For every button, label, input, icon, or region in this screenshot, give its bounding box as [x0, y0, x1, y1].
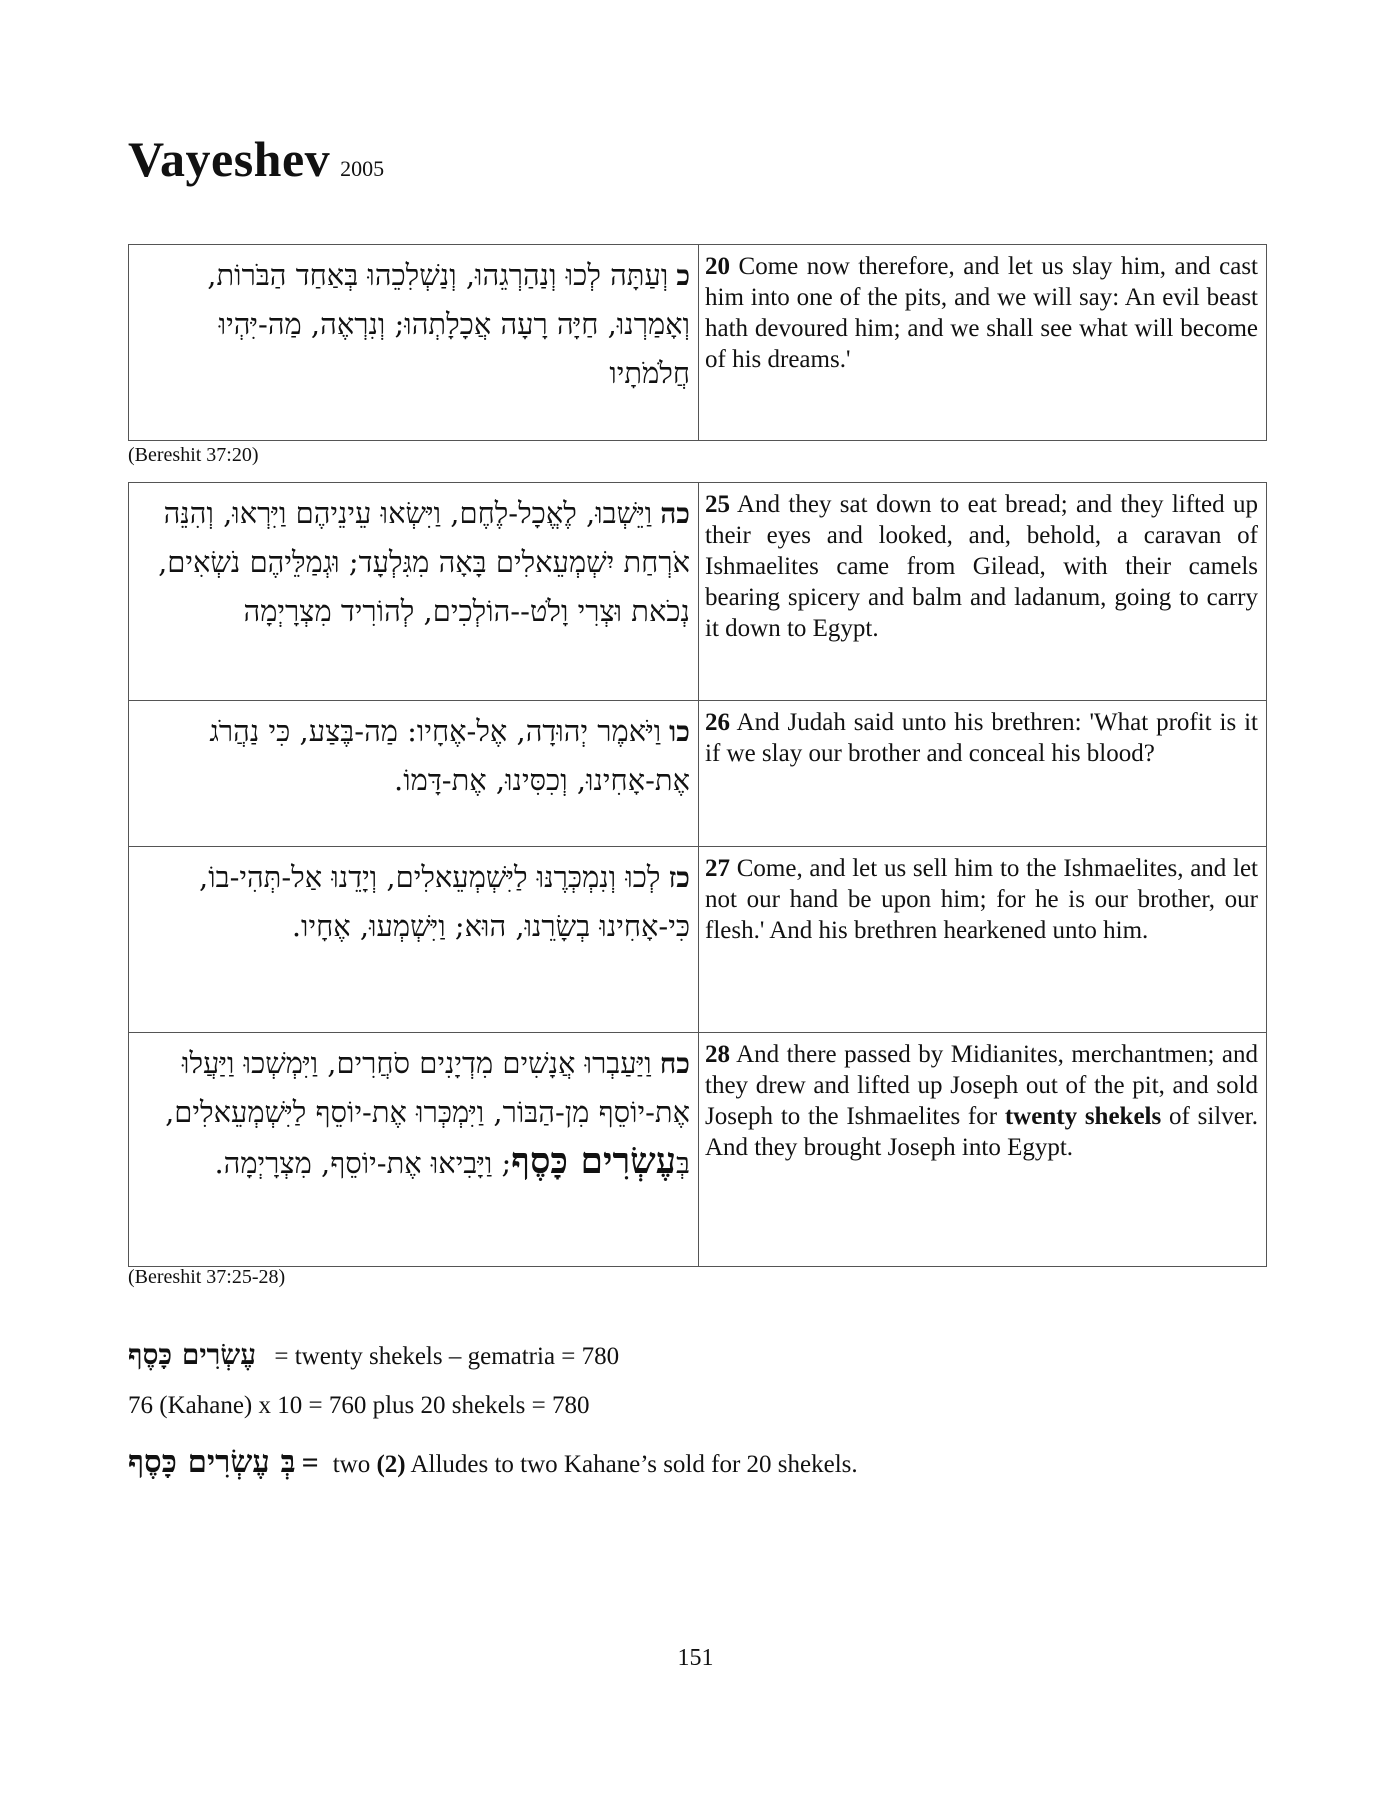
page-title-block	[128, 130, 384, 188]
hebrew-cell	[129, 483, 699, 701]
english-verse-text: Come now therefore, and let us slay him, and cast him into one of the pits, and we will say: An evil beast hath devoured him; and we shall see what will become of his dreams.'	[705, 253, 1259, 373]
equals-sign: =	[301, 1446, 319, 1479]
english-verse-text: Come, and let us sell him to the Ishmaelites, and let not our hand be upon him; for he is our brother, our flesh.' And his brethren hearkened unto him.	[705, 855, 1259, 944]
verse-row	[129, 1033, 1267, 1267]
english-verse-number: 27	[705, 855, 730, 882]
english-cell	[699, 483, 1267, 701]
verse-row	[129, 483, 1267, 701]
hebrew-verse-text-end: ; וַיָּבִיאוּ אֶת-יוֹסֵף, מִצְרָיְמָה.	[214, 1146, 512, 1180]
english-cell	[699, 701, 1267, 847]
hebrew-verse-text: וַיַּעַבְרוּ אֲנָשִׁים מִדְיָנִים סֹחֲרִים, וַיִּמְשְׁכוּ וַיַּעֲלוּ אֶת-יוֹסֵף מִן-הַבּוֹר, וַיִּמְכְּרוּ אֶת-יוֹסֵף לַיִּשְׁמְעֵאלִים, בְּ	[165, 1046, 690, 1180]
english-cell	[699, 1033, 1267, 1267]
english-verse-text: And there passed by Midianites, merchantmen; and they drew and lifted up Joseph out of the pit, and sold Joseph to the Ishmaelites for	[705, 1041, 1258, 1130]
verse-row	[129, 847, 1267, 1033]
hebrew-highlight-twenty-silver: עֶשְׂרִים כָּסֶף	[511, 1140, 677, 1182]
page-number: 151	[677, 1645, 714, 1671]
verse-row	[129, 701, 1267, 847]
hebrew-cell	[129, 245, 699, 441]
verse-table-1	[128, 244, 1267, 441]
kahane-calc-line: 76 (Kahane) x 10 = 760 plus 20 shekels = 780	[128, 1392, 590, 1419]
english-verse-number: 28	[705, 1041, 730, 1068]
hebrew-verse-number: כז	[668, 861, 690, 894]
english-cell	[699, 245, 1267, 441]
citation-1: (Bereshit 37:20)	[128, 444, 259, 466]
hebrew-verse-text: לְכוּ וְנִמְכְּרֶנּוּ לַיִּשְׁמְעֵאלִים, וְיָדֵנוּ אַל-תְּהִי-בוֹ, כִּי-אָחִינוּ בְשָׂרֵנוּ, הוּא; וַיִּשְׁמְעוּ, אֶחָיו.	[198, 860, 690, 943]
english-verse-number: 26	[705, 709, 730, 736]
english-verse-text: And they sat down to eat bread; and they lifted up their eyes and looked, and, behold, a caravan of Ishmaelites came from Gilead, with their camels bearing spicery and balm and ladanum, going to carry it down to Egypt.	[705, 491, 1258, 642]
gematria-line	[128, 1338, 619, 1372]
english-verse-number: 25	[705, 491, 730, 518]
allusion-line	[128, 1444, 858, 1480]
allusion-number: (2)	[376, 1451, 406, 1478]
verse-row	[129, 245, 1267, 441]
page-year: 2005	[340, 156, 385, 181]
hebrew-verse-text: וַיֹּאמֶר יְהוּדָה, אֶל-אֶחָיו: מַה-בֶּצַע, כִּי נַהֲרֹג אֶת-אָחִינוּ, וְכִסִּינוּ, אֶת-דָּמוֹ.	[209, 714, 690, 797]
hebrew-verse-number: כה	[660, 497, 690, 530]
verse-table-2	[128, 482, 1267, 1267]
english-cell	[699, 847, 1267, 1033]
english-highlight-twenty-shekels: twenty shekels	[1004, 1103, 1162, 1130]
citation-2: (Bereshit 37:25-28)	[128, 1266, 286, 1288]
gematria-text: = twenty shekels – gematria = 780	[274, 1343, 620, 1370]
hebrew-verse-number: כ	[676, 259, 690, 292]
allusion-text-end: Alludes to two Kahane’s sold for 20 shekels.	[410, 1451, 858, 1478]
hebrew-verse-text: וַיֵּשְׁבוּ, לֶאֱכָל-לֶחֶם, וַיִּשְׂאוּ עֵינֵיהֶם וַיִּרְאוּ, וְהִנֵּה אֹרְחַת יִשְׁמְעֵאלִים בָּאָה מִגִּלְעָד; וּגְמַלֵּיהֶם נֹשְׂאִים, נְכֹאת וּצְרִי וָלֹט--הוֹלְכִים, לְהוֹרִיד מִצְרָיְמָה	[158, 496, 690, 628]
hebrew-verse-text: וְעַתָּה לְכוּ וְנַהַרְגֵהוּ, וְנַשְׁלִכֵהוּ בְּאַחַד הַבֹּרוֹת, וְאָמַרְנוּ, חַיָּה רָעָה אֲכָלָתְהוּ; וְנִרְאֶה, מַה-יִּהְיוּ חֲלֹמֹתָיו	[207, 258, 690, 390]
hebrew-verse-number: כו	[669, 715, 690, 748]
hebrew-twenty-silver: עֶשְׂרִים כָּסֶף	[128, 1338, 257, 1371]
hebrew-cell	[129, 847, 699, 1033]
allusion-text-start: two	[332, 1451, 371, 1478]
page-title: Vayeshev	[128, 131, 331, 187]
hebrew-cell	[129, 701, 699, 847]
hebrew-cell	[129, 1033, 699, 1267]
english-verse-text: And Judah said unto his brethren: 'What profit is it if we slay our brother and conceal his blood?	[705, 709, 1259, 767]
hebrew-verse-number: כח	[659, 1047, 690, 1080]
english-verse-text-end: of silver. And they brought Joseph into Egypt.	[705, 1103, 1258, 1161]
english-verse-number: 20	[705, 253, 730, 280]
hebrew-two-twenty-silver: בְּ עֶשְׂרִים כָּסֶף	[128, 1444, 296, 1480]
